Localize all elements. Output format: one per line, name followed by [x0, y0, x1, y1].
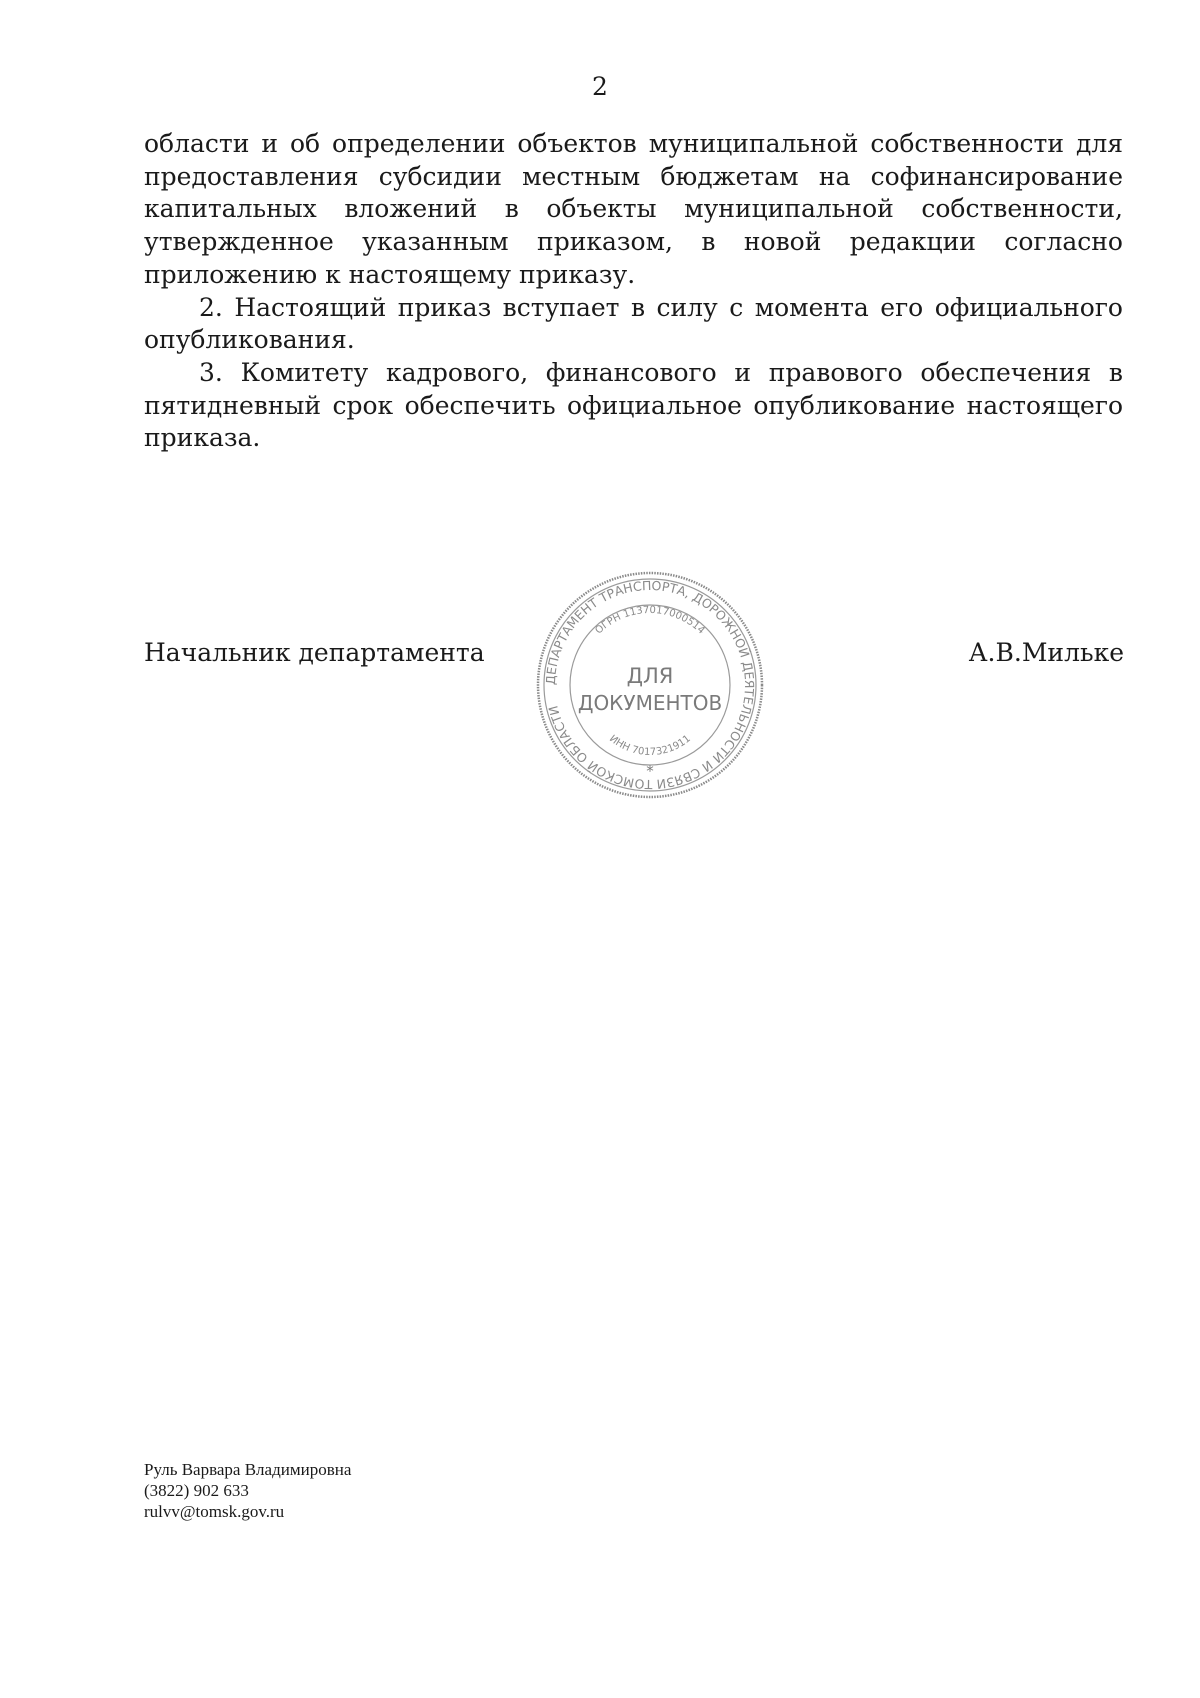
paragraph-2: 2. Настоящий приказ вступает в силу с момента его официального опубликования.: [144, 292, 1123, 355]
stamp-center-line-1: ДЛЯ: [626, 664, 674, 688]
page-number: 2: [592, 72, 608, 101]
executor-phone: (3822) 902 633: [144, 1481, 249, 1500]
executor-email: rulvv@tomsk.gov.ru: [144, 1502, 285, 1521]
paragraph-3: 3. Комитету кадрового, финансового и правового обеспечения в пятидневный срок обеспечить официальное опубликование настоящего приказа.: [144, 357, 1123, 453]
document-body: [144, 128, 1123, 455]
stamp-ogrn: ОГРН 1137017000514: [593, 604, 707, 637]
paragraph-continuation: области и об определении объектов муниципальной собственности для предоставления субсидии местным бюджетам на софинансирование капитальных вложений в объекты муниципальной собственности, утвержденное указанным приказом, в новой редакции согласно приложению к настоящему приказу.: [144, 129, 1123, 289]
executor-name: Руль Варвара Владимировна: [144, 1460, 352, 1479]
stamp-outer-text: ДЕПАРТАМЕНТ ТРАНСПОРТА, ДОРОЖНОЙ ДЕЯТЕЛЬНОСТИ И СВЯЗИ ТОМСКОЙ ОБЛАСТИ: [542, 577, 758, 793]
stamp-inn: ИНН 7017321911: [607, 733, 693, 759]
executor-contacts: [144, 1459, 351, 1522]
stamp-center-line-2: ДОКУМЕНТОВ: [577, 691, 723, 715]
signatory-name: А.В.Мильке: [968, 638, 1124, 667]
official-stamp: [530, 565, 770, 805]
stamp-star: *: [646, 762, 654, 780]
signatory-position: Начальник департамента: [144, 638, 485, 667]
